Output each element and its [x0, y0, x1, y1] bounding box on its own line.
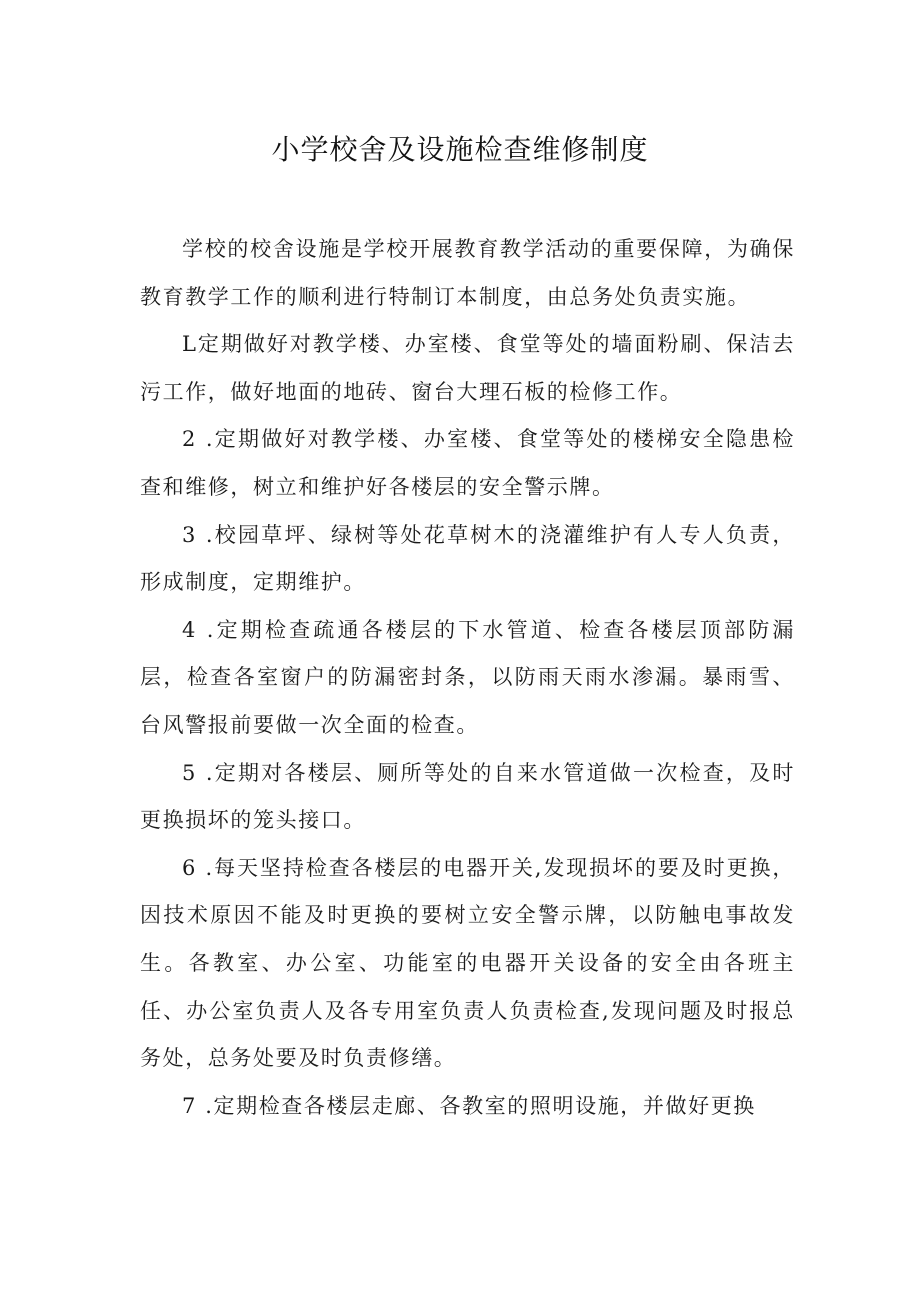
paragraph-item-4: 4 .定期检查疏通各楼层的下水管道、检查各楼层顶部防漏层，检查各室窗户的防漏密封条，以防雨天雨水渗漏。暴雨雪、台风警报前要做一次全面的检查。 [140, 617, 795, 737]
paragraph-item-1: L定期做好对教学楼、办室楼、食堂等处的墙面粉刷、保洁去污工作，做好地面的地砖、窗台大理石板的检修工作。 [140, 332, 795, 404]
paragraph-item-5: 5 .定期对各楼层、厕所等处的自来水管道做一次检查，及时更换损坏的笼头接口。 [140, 760, 795, 833]
paragraph-item-6: 6 .每天坚持检查各楼层的电器开关,发现损坏的要及时更换，因技术原因不能及时更换的要树立安全警示牌，以防触电事故发生。各教室、办公室、功能室的电器开关设备的安全由各班主任、办公室负责人及各专用室负责人负责检查,发现问题及时报总务处，总务处要及时负责修缮。 [140, 855, 795, 1071]
paragraph-item-2: 2 .定期做好对教学楼、办室楼、食堂等处的楼梯安全隐患检查和维修，树立和维护好各楼层的安全警示牌。 [140, 427, 795, 499]
document-title: 小学校舍及设施检查维修制度 [271, 133, 649, 166]
paragraph-item-3: 3 .校园草坪、绿树等处花草树木的浇灌维护有人专人负责，形成制度，定期维护。 [140, 522, 795, 595]
paragraph-item-7: 7 .定期检查各楼层走廊、各教室的照明设施，并做好更换 [182, 1093, 756, 1118]
paragraph-intro: 学校的校舍设施是学校开展教育教学活动的重要保障，为确保教育教学工作的顺利进行特制订本制度，由总务处负责实施。 [140, 237, 795, 309]
document-body [140, 226, 795, 1130]
